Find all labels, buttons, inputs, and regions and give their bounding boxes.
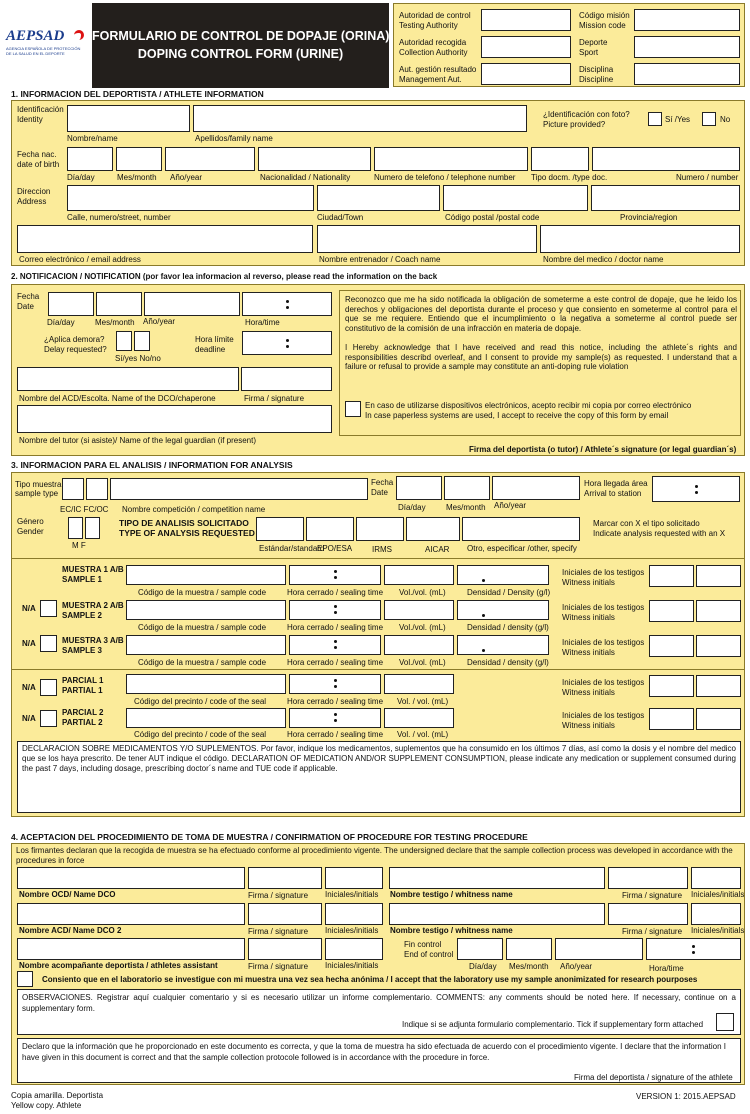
label-witness-en: Witness initials bbox=[562, 578, 615, 587]
end-time-field[interactable] bbox=[646, 938, 741, 960]
label-initials: Iniciales/initials bbox=[325, 890, 379, 899]
end-month-field[interactable] bbox=[506, 938, 552, 960]
management-authority-field[interactable] bbox=[481, 63, 571, 85]
footer-copy-en: Yellow copy. Athlete bbox=[11, 1101, 82, 1110]
label-arrival: Hora llegada área bbox=[584, 479, 648, 488]
declaration-text: Declaro que la información que he proporcionado en este documento es correcta, y que la toma de muestra ha sido efectuada de acuerdo con el procedimiento vigente. I declare that the information I have given in this document is correct and that the sample collection protocole followed is in accordance with the procedure in force. bbox=[22, 1042, 726, 1062]
label-density: Densidad / density (g/l) bbox=[467, 623, 549, 632]
label-other: Otro, especificar /other, specify bbox=[467, 544, 577, 553]
label-region: Provincia/region bbox=[620, 213, 678, 222]
sample-3-volume-field[interactable] bbox=[384, 635, 454, 655]
label-sealing-time: Hora cerrado / sealing time bbox=[287, 730, 384, 739]
testing-authority-field[interactable] bbox=[481, 9, 571, 31]
witness-1-signature-field[interactable] bbox=[608, 867, 688, 889]
page-title: FORMULARIO DE CONTROL DE DOPAJE (ORINA) bbox=[92, 29, 390, 43]
end-year-field[interactable] bbox=[555, 938, 643, 960]
notif-day-field[interactable] bbox=[48, 292, 94, 316]
notif-month-field[interactable] bbox=[96, 292, 142, 316]
sample-2-witness-2-field[interactable] bbox=[696, 600, 741, 622]
label-address-en: Address bbox=[17, 197, 47, 206]
label-date: Fecha bbox=[17, 292, 40, 301]
declaration-box bbox=[17, 1038, 741, 1083]
label-sample-type: Tipo muestra bbox=[15, 480, 62, 489]
logo-text: AEPSAD bbox=[6, 28, 65, 44]
label-testing-authority: Autoridad de control bbox=[399, 11, 471, 20]
label-initials: Iniciales/initials bbox=[325, 961, 379, 970]
deadline-time-field[interactable] bbox=[242, 331, 332, 355]
label-initials: Iniciales/initials bbox=[325, 926, 379, 935]
label-collection-authority-en: Collection Authority bbox=[399, 48, 468, 57]
dob-day-field[interactable] bbox=[67, 147, 113, 171]
label-yes-no: Sí/yes No/no bbox=[115, 354, 161, 363]
divider bbox=[12, 558, 744, 559]
label-sport: Deporte bbox=[579, 38, 608, 47]
family-name-field[interactable] bbox=[193, 105, 527, 132]
partial-1-sealing-time-field[interactable] bbox=[289, 674, 381, 694]
partial-1-volume-field[interactable] bbox=[384, 674, 454, 694]
first-name-field[interactable] bbox=[67, 105, 190, 132]
label-sample-type-en: sample type bbox=[15, 489, 59, 498]
sample-3-na-checkbox[interactable] bbox=[40, 635, 57, 652]
section-2-title: 2. NOTIFICACION / NOTIFICATION (por favor lea informacion al reverso, please read the information on the back bbox=[11, 272, 438, 281]
guardian-name-field[interactable] bbox=[17, 405, 332, 433]
label-sealing-time: Hora cerrado / sealing time bbox=[287, 623, 384, 632]
photo-yes-checkbox[interactable] bbox=[648, 112, 662, 126]
city-field[interactable] bbox=[317, 185, 440, 211]
dco-signature-field[interactable] bbox=[241, 367, 332, 391]
label-seal-code: Código del precinto / code of the seal bbox=[134, 697, 267, 706]
na-label: N/A bbox=[22, 604, 36, 613]
competition-name-field[interactable] bbox=[110, 478, 368, 500]
medications-text: DECLARACION SOBRE MEDICAMENTOS Y/O SUPLEMENTOS. Por favor, indique los medicamentos, suplementos que ha consumido en los últimos 7 días, así como la dosis y el nombre del medico que se los haya prescrito. De tener AUT indique el código. DECLARATION OF MEDICATION AND/OR SUPPLEMENT CONSUMPTION, please indicate any medication or supplement consumed during the past 7 days, including dosage, prescribing doctor´s name and TUE code if applicable. bbox=[22, 744, 736, 773]
partial-2-na-checkbox[interactable] bbox=[40, 710, 57, 727]
label-date-en: Date bbox=[371, 488, 388, 497]
label-management-authority: Aut. gestión resultado bbox=[399, 65, 477, 74]
label-mission-code: Código misión bbox=[579, 11, 630, 20]
label-testing-authority-en: Testing Authority bbox=[399, 21, 458, 30]
label-street: Calle, numero/street, number bbox=[67, 213, 171, 222]
irms-checkbox[interactable] bbox=[356, 517, 404, 541]
label-athlete-signature: Firma del deportista (o tutor) / Athlete´s signature (or legal guardian´s) bbox=[469, 445, 737, 454]
email-copy-text-en: In case paperless systems are used, I accept to receive the copy of this form by email bbox=[365, 411, 669, 420]
label-sample-code: Código de la muestra / sample code bbox=[138, 658, 267, 667]
dob-year-field[interactable] bbox=[165, 147, 255, 171]
na-label: N/A bbox=[22, 683, 36, 692]
label-witness-en: Witness initials bbox=[562, 613, 615, 622]
partial-1-label: PARCIAL 1 bbox=[62, 676, 104, 685]
label-sample-code: Código de la muestra / sample code bbox=[138, 623, 267, 632]
label-signature: Firma / signature bbox=[248, 962, 309, 971]
label-volume: Vol./vol. (mL) bbox=[399, 588, 446, 597]
na-label: N/A bbox=[22, 714, 36, 723]
label-doc-type: Tipo docm. /type doc. bbox=[531, 173, 608, 182]
partial-2-label-en: PARTIAL 2 bbox=[62, 718, 103, 727]
label-volume: Vol./vol. (mL) bbox=[399, 658, 446, 667]
label-dco: Nombre OCD/ Name DCO bbox=[19, 890, 116, 899]
witness-2-name-field[interactable] bbox=[389, 903, 605, 925]
medications-field[interactable] bbox=[17, 741, 741, 813]
notif-year-field[interactable] bbox=[144, 292, 240, 316]
label-mark-x-en: Indicate analysis requested with an X bbox=[593, 529, 726, 538]
postal-code-field[interactable] bbox=[443, 185, 588, 211]
sample-1-witness-2-field[interactable] bbox=[696, 565, 741, 587]
sample-2-code-field[interactable] bbox=[126, 600, 286, 620]
label-phone: Numero de telefono / telephone number bbox=[374, 173, 516, 182]
label-witness: Iniciales de los testigos bbox=[562, 711, 645, 720]
doc-type-field[interactable] bbox=[531, 147, 589, 171]
label-year: Año/year bbox=[170, 173, 203, 182]
nationality-field[interactable] bbox=[258, 147, 371, 171]
label-signature: Firma / signature bbox=[248, 927, 309, 936]
assistant-signature-field[interactable] bbox=[248, 938, 322, 960]
label-sealing-time: Hora cerrado / sealing time bbox=[287, 588, 384, 597]
sample-2-label: MUESTRA 2 A/B bbox=[62, 601, 124, 610]
label-signature: Firma / signature bbox=[622, 891, 683, 900]
sample-2-label-en: SAMPLE 2 bbox=[62, 611, 103, 620]
label-picture-provided: Picture provided? bbox=[543, 120, 606, 129]
partial-2-witness-2-field[interactable] bbox=[696, 708, 741, 730]
comments-field[interactable] bbox=[17, 989, 741, 1035]
dco2-name-field[interactable] bbox=[17, 903, 245, 925]
sample-2-witness-1-field[interactable] bbox=[649, 600, 694, 622]
sample-3-witness-2-field[interactable] bbox=[696, 635, 741, 657]
label-mark-x: Marcar con X el tipo solicitado bbox=[593, 519, 700, 528]
label-collection-authority: Autoridad recogida bbox=[399, 38, 467, 47]
sample-3-witness-1-field[interactable] bbox=[649, 635, 694, 657]
section-3-panel bbox=[11, 472, 745, 817]
logo-swoosh-icon bbox=[74, 30, 84, 40]
label-year: Año/year bbox=[143, 317, 176, 326]
label-date-en: Date bbox=[17, 302, 34, 311]
label-density: Densidad / density (g/l) bbox=[467, 658, 549, 667]
discipline-field[interactable] bbox=[634, 63, 740, 85]
label-volume: Vol./vol. (mL) bbox=[399, 623, 446, 632]
label-initials: Iniciales/initials bbox=[691, 926, 745, 935]
label-coach: Nombre entrenador / Coach name bbox=[319, 255, 441, 264]
label-day: Día/day bbox=[67, 173, 95, 182]
witness-1-name-field[interactable] bbox=[389, 867, 605, 889]
label-delay-en: Delay requested? bbox=[44, 345, 107, 354]
label-dco-name: Nombre del ACD/Escolta. Name of the DCO/chaperone bbox=[19, 394, 216, 403]
doctor-name-field[interactable] bbox=[540, 225, 740, 253]
partial-1-seal-code-field[interactable] bbox=[126, 674, 286, 694]
region-field[interactable] bbox=[591, 185, 740, 211]
dco2-initials-field[interactable] bbox=[325, 903, 383, 925]
label-dob: Fecha nac. bbox=[17, 150, 57, 159]
research-consent-text: Consiento que en el laboratorio se investigue con mi muestra una vez sea hecha anónima / I accept that the laboratory use my sample anonimizated for research pourposes bbox=[42, 975, 698, 984]
sport-field[interactable] bbox=[634, 36, 740, 58]
na-label: N/A bbox=[22, 639, 36, 648]
logo-subtitle: AGENCIA ESPAÑOLA DE PROTECCIÓN DE LA SALUD EN EL DEPORTE bbox=[6, 46, 81, 56]
page-title-en: DOPING CONTROL FORM (URINE) bbox=[137, 47, 344, 61]
end-day-field[interactable] bbox=[457, 938, 503, 960]
label-month: Mes/month bbox=[509, 962, 549, 971]
label-address: Direccion bbox=[17, 187, 51, 196]
label-end-control-en: End of control bbox=[404, 950, 454, 959]
label-analysis-requested-en: TYPE OF ANALYSIS REQUESTED bbox=[119, 528, 255, 538]
label-deadline: Hora límite bbox=[195, 335, 234, 344]
epo-checkbox[interactable] bbox=[306, 517, 354, 541]
label-year: Año/year bbox=[494, 501, 527, 510]
witness-1-initials-field[interactable] bbox=[691, 867, 741, 889]
logo bbox=[6, 28, 86, 68]
label-signature: Firma / signature bbox=[244, 394, 305, 403]
label-discipline-en: Discipline bbox=[579, 75, 614, 84]
sample-3-density-field[interactable] bbox=[457, 635, 549, 655]
label-signature: Firma / signature bbox=[248, 891, 309, 900]
email-copy-checkbox[interactable] bbox=[345, 401, 361, 417]
dco-name-field[interactable] bbox=[17, 867, 245, 889]
ack-text-en: I Hereby acknowledge that I have received and read this notice, including the athlete´s rights and responsibilities describd overleaf, and I consent to provide my sample(s) as requested. I understand that a failure or refusal to provide a sample may constitute an anti-doping rule violation bbox=[345, 343, 737, 371]
doc-number-field[interactable] bbox=[592, 147, 740, 171]
supplementary-checkbox[interactable] bbox=[716, 1013, 734, 1031]
label-postal-code: Código postal /postal code bbox=[445, 213, 540, 222]
label-arrival-en: Arrival to station bbox=[584, 489, 642, 498]
photo-no-checkbox[interactable] bbox=[702, 112, 716, 126]
coach-name-field[interactable] bbox=[317, 225, 537, 253]
label-ecic: EC/IC FC/OC bbox=[60, 505, 109, 514]
delay-yes-checkbox[interactable] bbox=[116, 331, 132, 351]
authority-panel bbox=[393, 3, 745, 87]
arrival-time-field[interactable] bbox=[652, 476, 740, 502]
assistant-initials-field[interactable] bbox=[325, 938, 383, 960]
fcoc-checkbox[interactable] bbox=[86, 478, 108, 500]
sample-3-label: MUESTRA 3 A/B bbox=[62, 636, 124, 645]
gender-m-checkbox[interactable] bbox=[68, 517, 83, 539]
label-management-authority-en: Management Aut. bbox=[399, 75, 462, 84]
partial-1-na-checkbox[interactable] bbox=[40, 679, 57, 696]
mission-code-field[interactable] bbox=[634, 9, 740, 31]
aicar-checkbox[interactable] bbox=[406, 517, 460, 541]
divider bbox=[12, 669, 744, 670]
label-day: Día/day bbox=[398, 503, 426, 512]
label-no: No bbox=[720, 115, 731, 124]
label-volume: Vol. / vol. (mL) bbox=[397, 730, 449, 739]
label-deadline-en: deadline bbox=[195, 345, 226, 354]
label-sealing-time: Hora cerrado / sealing time bbox=[287, 697, 384, 706]
sample-1-witness-1-field[interactable] bbox=[649, 565, 694, 587]
label-sealing-time: Hora cerrado / sealing time bbox=[287, 658, 384, 667]
label-m-f: M F bbox=[72, 541, 86, 550]
label-athlete-signature: Firma del deportista / signature of the athlete bbox=[574, 1073, 733, 1082]
sample-3-label-en: SAMPLE 3 bbox=[62, 646, 103, 655]
email-field[interactable] bbox=[17, 225, 313, 253]
label-dob-en: date of birth bbox=[17, 160, 60, 169]
label-day: Día/day bbox=[47, 318, 75, 327]
label-doc-number: Numero / number bbox=[676, 173, 739, 182]
label-witness-en: Witness initials bbox=[562, 721, 615, 730]
footer-version: VERSION 1: 2015.AEPSAD bbox=[636, 1092, 736, 1101]
label-end-control: Fin control bbox=[404, 940, 442, 949]
witness-2-signature-field[interactable] bbox=[608, 903, 688, 925]
dco-initials-field[interactable] bbox=[325, 867, 383, 889]
label-aicar: AICAR bbox=[425, 545, 450, 554]
footer-copy: Copia amarilla. Deportista bbox=[11, 1091, 104, 1100]
label-standard: Estándar/standard bbox=[259, 544, 325, 553]
partial-2-sealing-time-field[interactable] bbox=[289, 708, 381, 728]
label-witness: Iniciales de los testigos bbox=[562, 568, 645, 577]
title-block bbox=[92, 3, 389, 88]
label-family-name: Apellidos/family name bbox=[195, 134, 273, 143]
sample-2-na-checkbox[interactable] bbox=[40, 600, 57, 617]
delay-no-checkbox[interactable] bbox=[134, 331, 150, 351]
label-assistant: Nombre acompañante deportista / athletes assistant bbox=[19, 961, 218, 970]
partial-2-volume-field[interactable] bbox=[384, 708, 454, 728]
collection-authority-field[interactable] bbox=[481, 36, 571, 58]
label-identification: Identificación bbox=[17, 105, 64, 114]
label-name: Nombre/name bbox=[67, 134, 118, 143]
analysis-day-field[interactable] bbox=[396, 476, 442, 500]
dco-name-field[interactable] bbox=[17, 367, 239, 391]
assistant-name-field[interactable] bbox=[17, 938, 245, 960]
label-witness: Iniciales de los testigos bbox=[562, 678, 645, 687]
partial-2-label: PARCIAL 2 bbox=[62, 708, 104, 717]
label-supplementary-attached: Indique si se adjunta formulario complementario. Tick if supplementary form attached bbox=[402, 1020, 704, 1029]
section-1-panel bbox=[11, 100, 745, 266]
label-city: Ciudad/Town bbox=[317, 213, 364, 222]
section-2-panel bbox=[11, 284, 745, 456]
label-day: Día/day bbox=[469, 962, 497, 971]
other-analysis-field[interactable] bbox=[462, 517, 580, 541]
sample-1-volume-field[interactable] bbox=[384, 565, 454, 585]
dob-month-field[interactable] bbox=[116, 147, 162, 171]
label-discipline: Disciplina bbox=[579, 65, 614, 74]
ecic-checkbox[interactable] bbox=[62, 478, 84, 500]
notif-time-field[interactable] bbox=[242, 292, 332, 316]
sample-2-sealing-time-field[interactable] bbox=[289, 600, 381, 620]
label-witness-name: Nombre testigo / whitness name bbox=[390, 926, 513, 935]
sample-2-volume-field[interactable] bbox=[384, 600, 454, 620]
label-dco2: Nombre ACD/ Name DCO 2 bbox=[19, 926, 122, 935]
label-sport-en: Sport bbox=[579, 48, 599, 57]
label-gender: Género bbox=[17, 517, 44, 526]
label-signature: Firma / signature bbox=[622, 927, 683, 936]
acknowledgement-box bbox=[339, 290, 741, 436]
sample-1-sealing-time-field[interactable] bbox=[289, 565, 381, 585]
analysis-month-field[interactable] bbox=[444, 476, 490, 500]
dco-signature-field[interactable] bbox=[248, 867, 322, 889]
procedure-intro: Los firmantes declaran que la recogida de muestra se ha efectuado conforme al procedimiento vigente. The undersigned declare that the sample collection process was developed in accordance with the procedures in force bbox=[16, 846, 733, 865]
label-photo-id: ¿Identificación con foto? bbox=[543, 110, 630, 119]
label-date: Fecha bbox=[371, 478, 394, 487]
label-identity: Identity bbox=[17, 115, 43, 124]
gender-f-checkbox[interactable] bbox=[85, 517, 100, 539]
label-year: Año/year bbox=[560, 962, 593, 971]
label-gender-en: Gender bbox=[17, 527, 44, 536]
sample-3-code-field[interactable] bbox=[126, 635, 286, 655]
partial-1-witness-2-field[interactable] bbox=[696, 675, 741, 697]
label-guardian: Nombre del tutor (si asiste)/ Name of the legal guardian (if present) bbox=[19, 436, 256, 445]
label-witness-name: Nombre testigo / whitness name bbox=[390, 890, 513, 899]
analysis-year-field[interactable] bbox=[492, 476, 580, 500]
label-yes: Sí /Yes bbox=[665, 115, 691, 124]
sample-1-density-field[interactable] bbox=[457, 565, 549, 585]
section-4-panel bbox=[11, 843, 745, 1085]
label-initials: Iniciales/initials bbox=[691, 890, 745, 899]
ack-text-es: Reconozco que me ha sido notificada la obligación de someterme a este control de dopaje, que he leido los derechos y obligaciones del deportista durante el proceso y que consiento en someterme al control para el que se me requiere. Entiendo que el incumplimiento o la negativa a someterme al control puede ser constitutivo de la comisión de una infracción en materia de dopaje. bbox=[345, 295, 737, 333]
partial-2-witness-1-field[interactable] bbox=[649, 708, 694, 730]
street-field[interactable] bbox=[67, 185, 314, 211]
label-email: Correo electrónico / email address bbox=[19, 255, 141, 264]
email-copy-text-es: En caso de utilizarse dispositivos electrónicos, acepto recibir mi copia por correo electrónico bbox=[365, 401, 692, 410]
section-1-title: 1. INFORMACION DEL DEPORTISTA / ATHLETE INFORMATION bbox=[11, 89, 264, 99]
label-witness-en: Witness initials bbox=[562, 688, 615, 697]
label-month: Mes/month bbox=[446, 503, 486, 512]
label-seal-code: Código del precinto / code of the seal bbox=[134, 730, 267, 739]
label-analysis-requested: TIPO DE ANALISIS SOLICITADO bbox=[119, 518, 249, 528]
label-witness: Iniciales de los testigos bbox=[562, 603, 645, 612]
research-consent-checkbox[interactable] bbox=[17, 971, 33, 987]
label-density: Densidad / Density (g/l) bbox=[467, 588, 551, 597]
label-epo: EPO/ESA bbox=[317, 544, 353, 553]
label-month: Mes/month bbox=[117, 173, 157, 182]
partial-1-label-en: PARTIAL 1 bbox=[62, 686, 103, 695]
label-witness-en: Witness initials bbox=[562, 648, 615, 657]
label-sample-code: Código de la muestra / sample code bbox=[138, 588, 267, 597]
label-witness: Iniciales de los testigos bbox=[562, 638, 645, 647]
sample-1-code-field[interactable] bbox=[126, 565, 286, 585]
label-volume: Vol. / vol. (mL) bbox=[397, 697, 449, 706]
label-irms: IRMS bbox=[372, 545, 392, 554]
partial-2-seal-code-field[interactable] bbox=[126, 708, 286, 728]
label-nationality: Nacionalidad / Nationality bbox=[260, 173, 351, 182]
label-competition: Nombre competición / competition name bbox=[122, 505, 266, 514]
dco2-signature-field[interactable] bbox=[248, 903, 322, 925]
comments-text: OBSERVACIONES. Registrar aquí cualquier comentario y si es necesario utilizar un informe complementario. COMMENTS: any comments should be noted here. If necessary, continue on a supplementary form. bbox=[22, 993, 736, 1013]
witness-2-initials-field[interactable] bbox=[691, 903, 741, 925]
label-time: Hora/time bbox=[649, 964, 684, 973]
label-time: Hora/time bbox=[245, 318, 280, 327]
label-delay: ¿Aplica demora? bbox=[44, 335, 105, 344]
label-month: Mes/month bbox=[95, 318, 135, 327]
standard-analysis-checkbox[interactable] bbox=[256, 517, 304, 541]
label-mission-code-en: Mission code bbox=[579, 21, 626, 30]
sample-1-label: MUESTRA 1 A/B bbox=[62, 565, 124, 574]
section-4-title: 4. ACEPTACION DEL PROCEDIMIENTO DE TOMA DE MUESTRA / CONFIRMATION OF PROCEDURE FOR TESTING PROCEDURE bbox=[11, 832, 528, 842]
section-3-title: 3. INFORMACION PARA EL ANALISIS / INFORMATION FOR ANALYSIS bbox=[11, 460, 293, 470]
sample-2-density-field[interactable] bbox=[457, 600, 549, 620]
sample-1-label-en: SAMPLE 1 bbox=[62, 575, 103, 584]
sample-3-sealing-time-field[interactable] bbox=[289, 635, 381, 655]
label-doctor: Nombre del medico / doctor name bbox=[543, 255, 664, 264]
phone-field[interactable] bbox=[374, 147, 528, 171]
partial-1-witness-1-field[interactable] bbox=[649, 675, 694, 697]
